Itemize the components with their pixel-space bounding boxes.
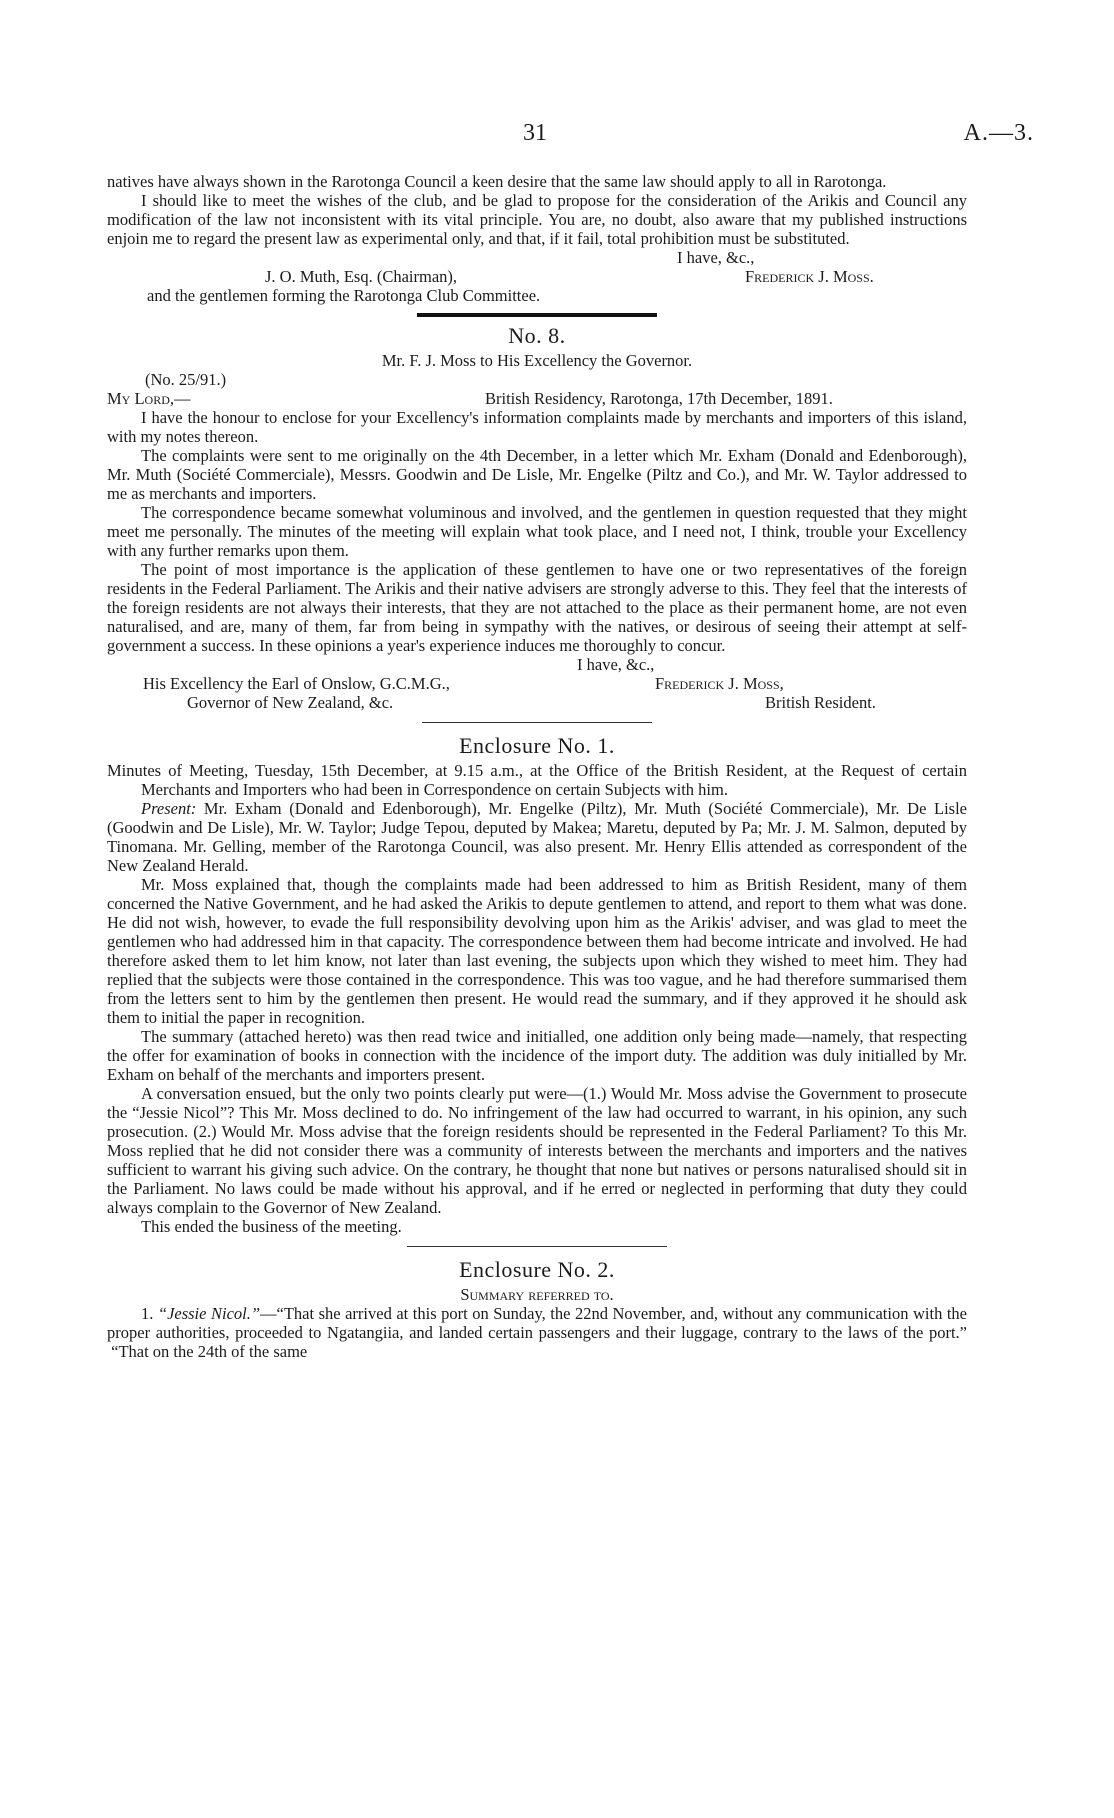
present-label: Present: [141,799,197,818]
paragraph: The complaints were sent to me originally on the 4th December, in a letter which Mr. Exham (Donald and Edenborough), Mr. Muth (Société Commerciale), Messrs. Goodwin and De Lisle, Mr. Engelke (Piltz and Co.), and Mr. W. Taylor addressed to me as merchants and importers. [107,446,967,503]
addressee: J. O. Muth, Esq. (Chairman), [265,267,458,286]
salutation-line [107,389,967,408]
addressee-continued: and the gentlemen forming the Rarotonga Club Committee. [147,286,541,305]
addressee-line [107,693,967,712]
salutation: My Lord,— [107,389,191,408]
closing-line [107,655,967,674]
paragraph: Mr. Moss explained that, though the complaints made had been addressed to him as British Resident, many of them concerned the Native Government, and he had asked the Arikis to depute gentlemen to attend, and report to them what was done. He did not wish, however, to evade the full responsibility devolving upon him as the Arikis' adviser, and was glad to meet the gentlemen who had addressed him in that capacity. The correspondence between them had become intricate and involved. He had therefore asked them to let him know, not later than last evening, the subjects upon which they wished to meet him. They had replied that the subjects were those contained in the correspondence. This was too vague, and he had therefore summarised them from the letters sent to him by the gentlemen then present. He would read the summary, and if they approved it he should ask them to initial the paper in recognition. [107,875,967,1027]
paragraph: I should like to meet the wishes of the club, and be glad to propose for the consideration of the Arikis and Council any modification of the law not inconsistent with its vital principle. You are, no doubt, also aware that my published instructions enjoin me to regard the present law as experimental only, and that, if it fail, total prohibition must be substituted. [107,191,967,248]
signature-line [107,267,967,286]
present-text: Mr. Exham (Donald and Edenborough), Mr. Engelke (Piltz), Mr. Muth (Société Commerciale), Mr. De Lisle (Goodwin and De Lisle), Mr. W. Taylor; Judge Tepou, deputed by Makea; Maretu, deputed by Pa; Mr. J. M. Salmon, deputed by Tinomana. Mr. Gelling, member of the Rarotonga Council, was also present. Mr. Henry Ellis attended as correspondent of the New Zealand Herald. [107,799,967,875]
addressee-line [107,286,967,305]
closing: I have, &c., [577,655,655,674]
item-text: —“That she arrived at this port on Sunday, the 22nd November, and, without any communication with the proper authorities, proceeded to Ngatangiia, and landed certain passengers and their luggage, contrary to the laws of the port.” “That on the 24th of the same [107,1304,967,1361]
enclosure-heading: Enclosure No. 2. [459,1257,615,1282]
present-paragraph [107,799,967,875]
section-divider [407,1246,667,1247]
signature-line [107,674,967,693]
minutes-intro: Minutes of Meeting, Tuesday, 15th December, at 9.15 a.m., at the Office of the British Resident, at the Request of certain Merchants and Importers who had been in Correspondence on certain Subjects with him. [107,761,967,799]
item-number: 1. [141,1304,154,1323]
signature-title: British Resident. [765,693,876,712]
addressee-continued: Governor of New Zealand, &c. [187,693,394,712]
letter-reference: (No. 25/91.) [145,370,227,389]
paragraph: The point of most importance is the application of these gentlemen to have one or two representatives of the foreign residents in the Federal Parliament. The Arikis and their native advisers are strongly adverse to this. They feel that the interests of the foreign residents are not always their interests, that they are not attached to the place as their permanent home, are not even naturalised, and are, many of them, far from being in sympathy with the natives, or desirous of seeing their attempt at self-government a success. In these opinions a year's experience induces me thoroughly to concur. [107,560,967,655]
section-divider [422,722,652,723]
document-reference: A.—3. [963,120,1034,146]
addressee: His Excellency the Earl of Onslow, G.C.M.G., [143,674,450,693]
signature: Frederick J. Moss. [745,267,874,286]
body-column [107,172,967,1361]
closing-line [107,248,967,267]
section-subheading: Mr. F. J. Moss to His Excellency the Governor. [381,351,693,370]
enclosure-heading: Enclosure No. 1. [459,733,615,758]
paragraph: The summary (attached hereto) was then read twice and initialled, one addition only being made—namely, that respecting the offer for examination of books in connection with the incidence of the import duty. The addition was duly initialled by Mr. Exham on behalf of the merchants and importers present. [107,1027,967,1084]
enclosure-subheading: Summary referred to. [460,1285,614,1304]
signature: Frederick J. Moss, [655,674,784,693]
paragraph: The correspondence became somewhat voluminous and involved, and the gentlemen in question requested that they might meet me personally. The minutes of the meeting will explain what took place, and I need not, I think, trouble your Excellency with any further remarks upon them. [107,503,967,560]
page-number: 31 [523,120,547,146]
paragraph: A conversation ensued, but the only two points clearly put were—(1.) Would Mr. Moss advise the Government to prosecute the “Jessie Nicol”? This Mr. Moss declined to do. No infringement of the law had occurred to warrant, in his opinion, any such prosecution. (2.) Would Mr. Moss advise that the foreign residents should be represented in the Federal Parliament? To this Mr. Moss replied that he did not consider there was a community of interests between the merchants and importers and the natives sufficient to warrant his giving such advice. On the contrary, he thought that none but natives or persons naturalised should sit in the Parliament. No laws could be made without his approval, and if he erred or neglected in performing that duty they could always complain to the Governor of New Zealand. [107,1084,967,1217]
section-heading: No. 8. [508,323,566,348]
letter-reference-line [107,370,967,389]
summary-item [107,1304,967,1361]
paragraph: natives have always shown in the Rarotonga Council a keen desire that the same law should apply to all in Rarotonga. [107,172,887,191]
paragraph: I have the honour to enclose for your Excellency's information complaints made by merchants and importers of this island, with my notes thereon. [107,408,967,446]
paragraph: This ended the business of the meeting. [141,1217,402,1236]
item-title: “Jessie Nicol.” [157,1304,261,1323]
section-divider [417,313,657,317]
place-date: British Residency, Rarotonga, 17th December, 1891. [485,389,833,408]
closing: I have, &c., [677,248,755,267]
